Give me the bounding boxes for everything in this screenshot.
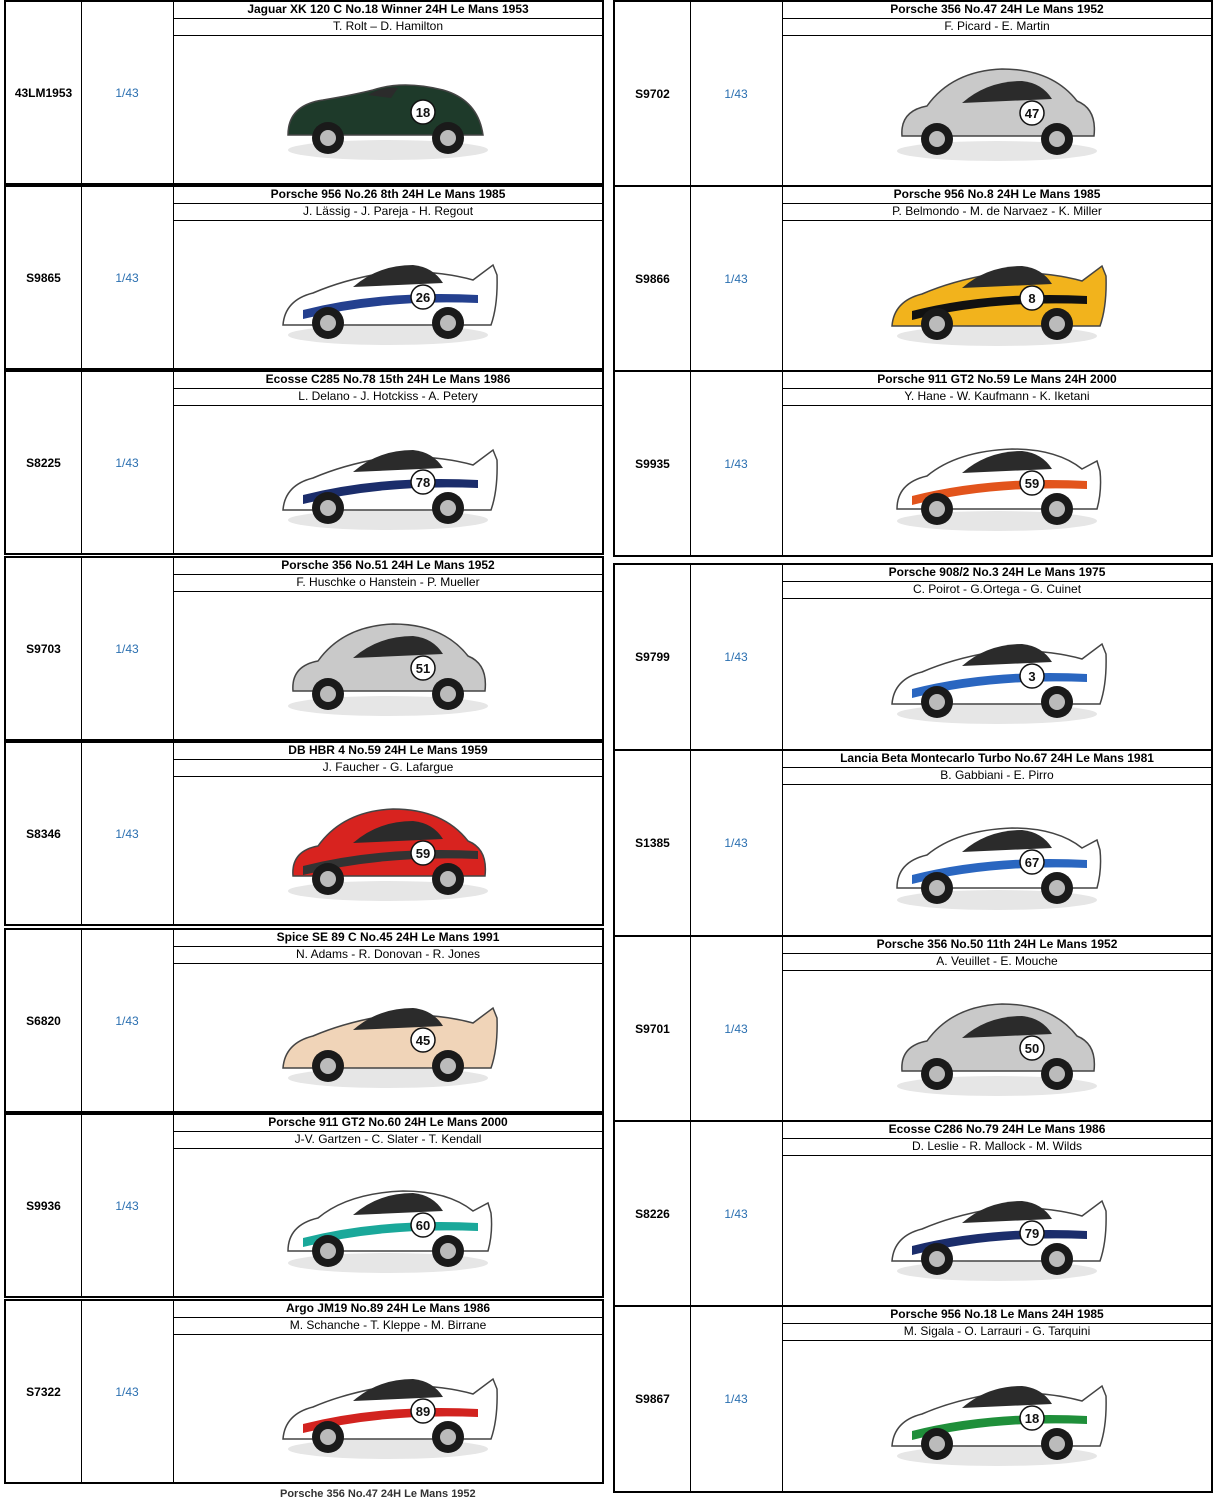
car-number: 50 — [1024, 1040, 1040, 1056]
car-number: 8 — [1028, 290, 1036, 306]
item-drivers: B. Gabbiani - E. Pirro — [783, 768, 1211, 785]
item-title: Porsche 356 No.47 24H Le Mans 1952 — [783, 2, 1211, 19]
item-title: Porsche 356 No.50 11th 24H Le Mans 1952 — [783, 937, 1211, 954]
item-info — [783, 565, 1211, 749]
catalog-entry — [4, 0, 604, 185]
item-code: S7322 — [6, 1301, 82, 1482]
catalog-entry — [4, 1299, 604, 1484]
car-number: 78 — [415, 474, 431, 490]
car-model-image — [882, 236, 1112, 356]
item-info — [783, 187, 1211, 370]
item-drivers: J. Faucher - G. Lafargue — [174, 760, 602, 777]
item-info — [783, 372, 1211, 555]
item-photo — [174, 777, 602, 924]
item-title: Ecosse C286 No.79 24H Le Mans 1986 — [783, 1122, 1211, 1139]
item-title: Porsche 956 No.8 24H Le Mans 1985 — [783, 187, 1211, 204]
car-number: 60 — [415, 1217, 431, 1233]
item-info — [783, 2, 1211, 185]
item-code: S9935 — [615, 372, 691, 555]
cut-off-title: Porsche 356 No.47 24H Le Mans 1952 — [280, 1488, 476, 1500]
item-drivers: J. Lässig - J. Pareja - H. Regout — [174, 204, 602, 221]
item-code: 43LM1953 — [6, 2, 82, 183]
item-drivers: C. Poirot - G.Ortega - G. Cuinet — [783, 582, 1211, 599]
scale-label: 1/43 — [690, 751, 783, 935]
catalog-entry — [4, 741, 604, 926]
item-code: S6820 — [6, 930, 82, 1111]
car-model-image — [273, 978, 503, 1098]
item-photo — [783, 1341, 1211, 1491]
item-photo — [783, 785, 1211, 935]
car-number: 3 — [1028, 669, 1036, 684]
catalog-entry — [4, 185, 604, 370]
car-number: 45 — [415, 1032, 431, 1048]
item-photo — [174, 406, 602, 553]
catalog-entry — [613, 563, 1213, 751]
item-photo — [174, 221, 602, 368]
item-photo — [783, 1156, 1211, 1305]
car-model-image — [882, 986, 1112, 1106]
item-drivers: F. Picard - E. Martin — [783, 19, 1211, 36]
item-code: S1385 — [615, 751, 691, 935]
item-title: Ecosse C285 No.78 15th 24H Le Mans 1986 — [174, 372, 602, 389]
car-number: 89 — [415, 1403, 431, 1419]
item-drivers: F. Huschke o Hanstein - P. Mueller — [174, 575, 602, 592]
item-drivers: M. Sigala - O. Larrauri - G. Tarquini — [783, 1324, 1211, 1341]
item-photo — [783, 36, 1211, 185]
item-title: Porsche 956 No.26 8th 24H Le Mans 1985 — [174, 187, 602, 204]
item-drivers: M. Schanche - T. Kleppe - M. Birrane — [174, 1318, 602, 1335]
item-info — [174, 1301, 602, 1482]
item-photo — [174, 1335, 602, 1482]
car-number: 59 — [415, 845, 431, 861]
car-model-image — [882, 800, 1112, 920]
item-title: Porsche 911 GT2 No.60 24H Le Mans 2000 — [174, 1115, 602, 1132]
item-drivers: T. Rolt – D. Hamilton — [174, 19, 602, 36]
car-number: 67 — [1024, 855, 1040, 870]
item-info — [174, 558, 602, 739]
scale-label: 1/43 — [81, 187, 174, 368]
item-info — [174, 930, 602, 1111]
item-title: Lancia Beta Montecarlo Turbo No.67 24H Le Mans 1981 — [783, 751, 1211, 768]
catalog-entry — [613, 0, 1213, 187]
item-title: Porsche 908/2 No.3 24H Le Mans 1975 — [783, 565, 1211, 582]
item-title: Jaguar XK 120 C No.18 Winner 24H Le Mans 1953 — [174, 2, 602, 19]
catalog-entry — [613, 1120, 1213, 1307]
item-title: DB HBR 4 No.59 24H Le Mans 1959 — [174, 743, 602, 760]
car-model-image — [882, 1171, 1112, 1291]
item-info — [783, 937, 1211, 1120]
scale-label: 1/43 — [690, 1122, 783, 1305]
scale-label: 1/43 — [81, 372, 174, 553]
catalog-entry — [613, 370, 1213, 557]
item-photo — [174, 964, 602, 1111]
car-model-image — [882, 1356, 1112, 1476]
item-code: S8346 — [6, 743, 82, 924]
item-code: S9865 — [6, 187, 82, 368]
item-drivers: N. Adams - R. Donovan - R. Jones — [174, 947, 602, 964]
scale-label: 1/43 — [81, 2, 174, 183]
car-model-image — [273, 1163, 503, 1283]
item-title: Spice SE 89 C No.45 24H Le Mans 1991 — [174, 930, 602, 947]
item-info — [174, 372, 602, 553]
item-drivers: J-V. Gartzen - C. Slater - T. Kendall — [174, 1132, 602, 1149]
catalog-entry — [4, 928, 604, 1113]
scale-label: 1/43 — [690, 565, 783, 749]
car-model-image — [882, 614, 1112, 734]
item-code: S9866 — [615, 187, 691, 370]
item-photo — [174, 1149, 602, 1296]
catalog-entry — [613, 935, 1213, 1122]
scale-label: 1/43 — [81, 743, 174, 924]
item-info — [783, 1307, 1211, 1491]
car-number: 18 — [415, 104, 431, 120]
item-info — [174, 2, 602, 183]
scale-label: 1/43 — [81, 558, 174, 739]
car-model-image — [273, 235, 503, 355]
car-model-image — [273, 50, 503, 170]
car-model-image — [273, 606, 503, 726]
item-title: Porsche 956 No.18 Le Mans 24H 1985 — [783, 1307, 1211, 1324]
catalog-entry — [613, 1305, 1213, 1493]
car-model-image — [882, 421, 1112, 541]
item-code: S9936 — [6, 1115, 82, 1296]
scale-label: 1/43 — [81, 1301, 174, 1482]
item-photo — [174, 36, 602, 183]
item-title: Porsche 911 GT2 No.59 Le Mans 24H 2000 — [783, 372, 1211, 389]
car-number: 18 — [1024, 1411, 1040, 1426]
item-code: S9702 — [615, 2, 691, 185]
car-model-image — [882, 51, 1112, 171]
item-drivers: D. Leslie - R. Mallock - M. Wilds — [783, 1139, 1211, 1156]
car-number: 79 — [1024, 1225, 1040, 1241]
item-info — [783, 1122, 1211, 1305]
item-drivers: Y. Hane - W. Kaufmann - K. Iketani — [783, 389, 1211, 406]
item-drivers: L. Delano - J. Hotckiss - A. Petery — [174, 389, 602, 406]
item-info — [174, 1115, 602, 1296]
scale-label: 1/43 — [690, 1307, 783, 1491]
item-code: S9703 — [6, 558, 82, 739]
car-number: 51 — [415, 660, 431, 676]
item-photo — [783, 221, 1211, 370]
item-photo — [783, 971, 1211, 1120]
scale-label: 1/43 — [690, 2, 783, 185]
item-code: S9799 — [615, 565, 691, 749]
scale-label: 1/43 — [81, 1115, 174, 1296]
item-code: S9701 — [615, 937, 691, 1120]
item-photo — [174, 592, 602, 739]
car-model-image — [273, 791, 503, 911]
catalog-entry — [613, 185, 1213, 372]
item-info — [174, 743, 602, 924]
scale-label: 1/43 — [81, 930, 174, 1111]
car-number: 26 — [415, 289, 431, 305]
catalog-entry — [4, 370, 604, 555]
item-title: Argo JM19 No.89 24H Le Mans 1986 — [174, 1301, 602, 1318]
scale-label: 1/43 — [690, 187, 783, 370]
scale-label: 1/43 — [690, 372, 783, 555]
item-info — [783, 751, 1211, 935]
item-code: S9867 — [615, 1307, 691, 1491]
catalog-entry — [4, 556, 604, 741]
catalog-entry — [613, 749, 1213, 937]
item-drivers: P. Belmondo - M. de Narvaez - K. Miller — [783, 204, 1211, 221]
item-drivers: A. Veuillet - E. Mouche — [783, 954, 1211, 971]
catalog-entry — [4, 1113, 604, 1298]
item-photo — [783, 599, 1211, 749]
item-code: S8226 — [615, 1122, 691, 1305]
item-info — [174, 187, 602, 368]
car-model-image — [273, 1349, 503, 1469]
car-number: 59 — [1024, 475, 1040, 491]
item-title: Porsche 356 No.51 24H Le Mans 1952 — [174, 558, 602, 575]
scale-label: 1/43 — [690, 937, 783, 1120]
item-code: S8225 — [6, 372, 82, 553]
car-number: 47 — [1024, 105, 1040, 121]
item-photo — [783, 406, 1211, 555]
car-model-image — [273, 420, 503, 540]
